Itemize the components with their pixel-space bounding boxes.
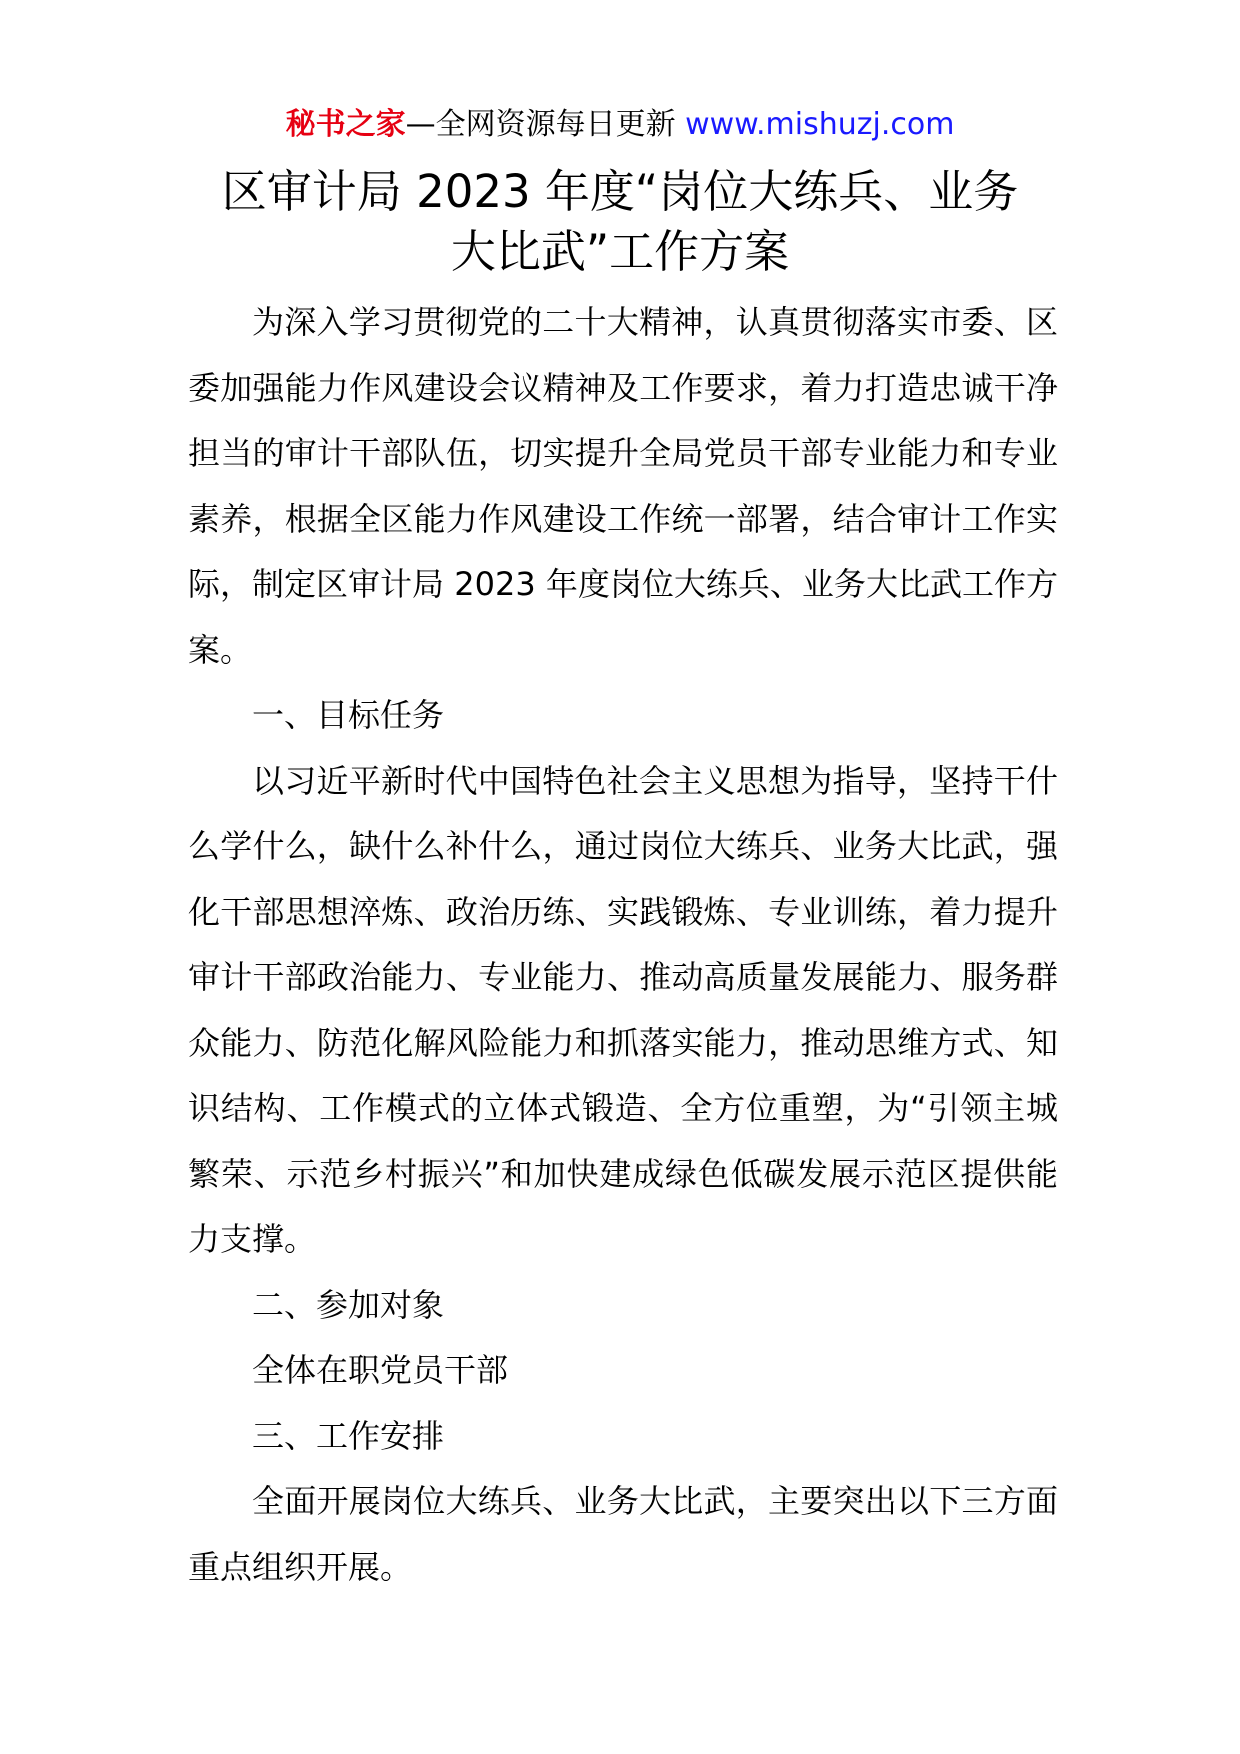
participants-paragraph: 全体在职党员干部 [252,1351,509,1389]
document-title [150,162,1090,282]
document-body [188,290,1058,1600]
goals-paragraph: 以习近平新时代中国特色社会主义思想为指导，坚持干什么学什么，缺什么补什么，通过岗位大练兵、业务大比武，强化干部思想淬炼、政治历练、实践锻炼、专业训练，着力提升审计干部政治能力、专业能力、推动高质量发展能力、服务群众能力、防范化解风险能力和抓落实能力，推动思维方式、知识结构、工作模式的立体式锻造、全方位重塑，为“引领主城繁荣、示范乡村振兴”和加快建成绿色低碳发展示范区提供能力支撑。 [188,761,1058,1258]
site-url[interactable]: www.mishuzj.com [685,107,955,142]
section-heading-participants: 二、参加对象 [252,1285,445,1324]
arrangement-paragraph: 全面开展岗位大练兵、业务大比武，主要突出以下三方面重点组织开展。 [188,1482,1058,1586]
title-line-1: 区审计局 2023 年度“岗位大练兵、业务 [221,165,1019,218]
brand-name: 秘书之家 [285,107,406,142]
intro-paragraph: 为深入学习贯彻党的二十大精神，认真贯彻落实市委、区委加强能力作风建设会议精神及工作要求，着力打造忠诚干净担当的审计干部队伍，切实提升全局党员干部专业能力和专业素养，根据全区能力作风建设工作统一部署，结合审计工作实际，制定区审计局 2023 年度岗位大练兵、业务大比武工作方案。 [188,303,1058,669]
section-heading-arrangement: 三、工作安排 [252,1416,445,1455]
header-slogan: —全网资源每日更新 [405,107,676,142]
title-line-2: 大比武”工作方案 [450,225,790,278]
site-header [0,103,1240,147]
section-heading-goals: 一、目标任务 [252,696,445,734]
